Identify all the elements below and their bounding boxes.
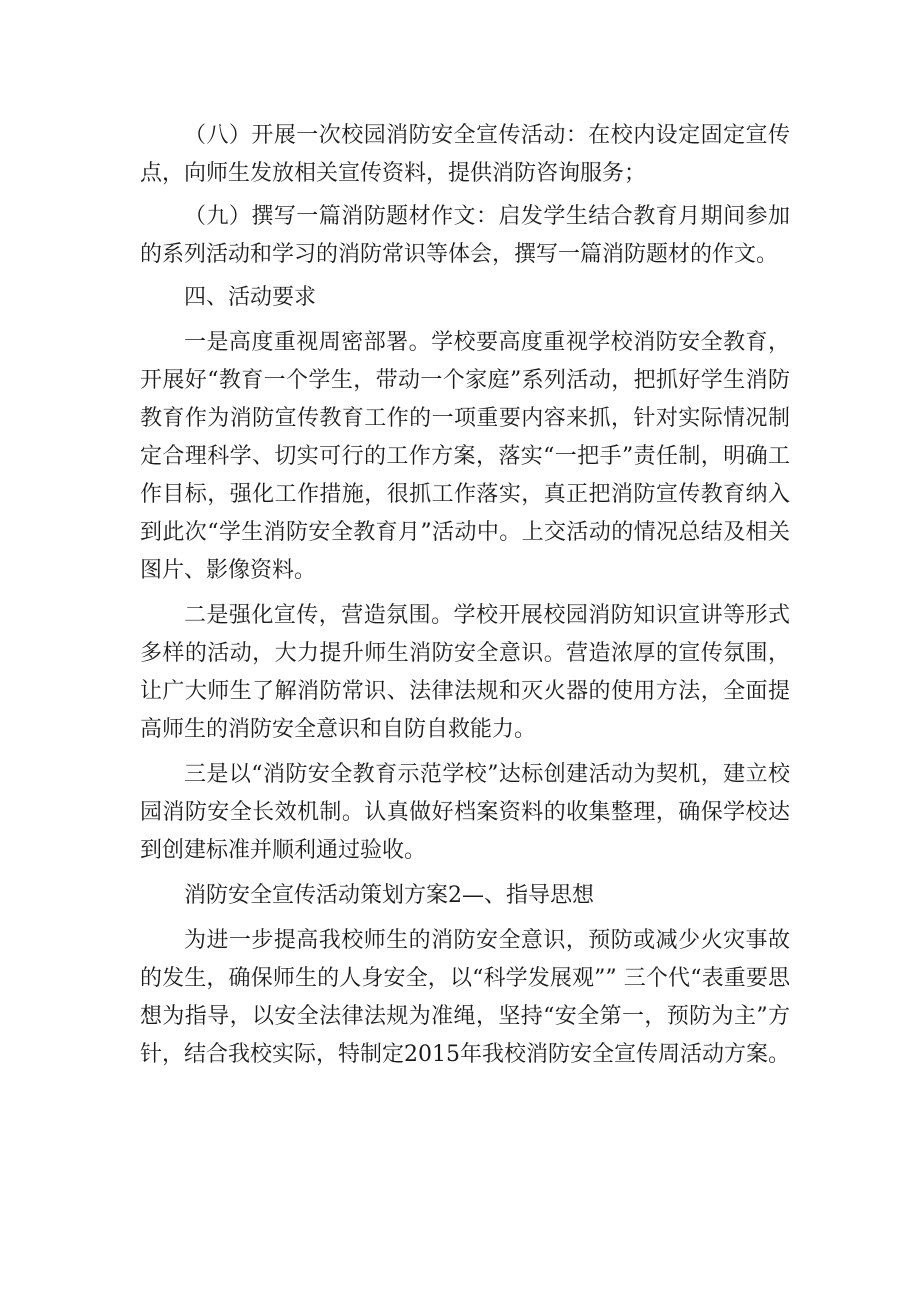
section-heading-plan-2: 消防安全宣传活动策划方案2—、指导思想: [184, 883, 594, 908]
paragraph-guiding-ideology: 为进一步提高我校师生的消防安全意识，预防或减少火灾事故的发生，确保师生的人身安全，以“科学发展观”” 三个代“表重要思想为指导，以安全法律法规为准绳，坚持“安全第一，预防为主”方针，结合我校实际，特制定2015年我校消防安全宣传周活动方案。: [140, 928, 790, 1067]
paragraph-requirement-3: 三是以“消防安全教育示范学校”达标创建活动为契机，建立校园消防安全长效机制。认真做好档案资料的收集整理，确保学校达到创建标准并顺利通过验收。: [140, 762, 790, 863]
paragraph-item-8: （八）开展一次校园消防安全宣传活动：在校内设定固定宣传点，向师生发放相关宣传资料，提供消防咨询服务；: [140, 123, 790, 186]
paragraph-requirement-2: 二是强化宣传，营造氛围。学校开展校园消防知识宣讲等形式多样的活动，大力提升师生消防安全意识。营造浓厚的宣传氛围，让广大师生了解消防常识、法律法规和灭火器的使用方法，全面提高师生的消防安全意识和自防自救能力。: [140, 603, 790, 742]
paragraph-item-9: （九）撰写一篇消防题材作文：启发学生结合教育月期间参加的系列活动和学习的消防常识等体会，撰写一篇消防题材的作文。: [140, 204, 790, 267]
document-page: [140, 117, 790, 1081]
paragraph-requirement-1: 一是高度重视周密部署。学校要高度重视学校消防安全教育，开展好“教育一个学生，带动一个家庭”系列活动，把抓好学生消防教育作为消防宣传教育工作的一项重要内容来抓，针对实际情况制定合理科学、切实可行的工作方案，落实“一把手”责任制，明确工作目标，强化工作措施，很抓工作落实，真正把消防宣传教育纳入到此次“学生消防安全教育月”活动中。上交活动的情况总结及相关图片、影像资料。: [140, 330, 790, 583]
section-heading-requirements: 四、活动要求: [184, 285, 317, 310]
